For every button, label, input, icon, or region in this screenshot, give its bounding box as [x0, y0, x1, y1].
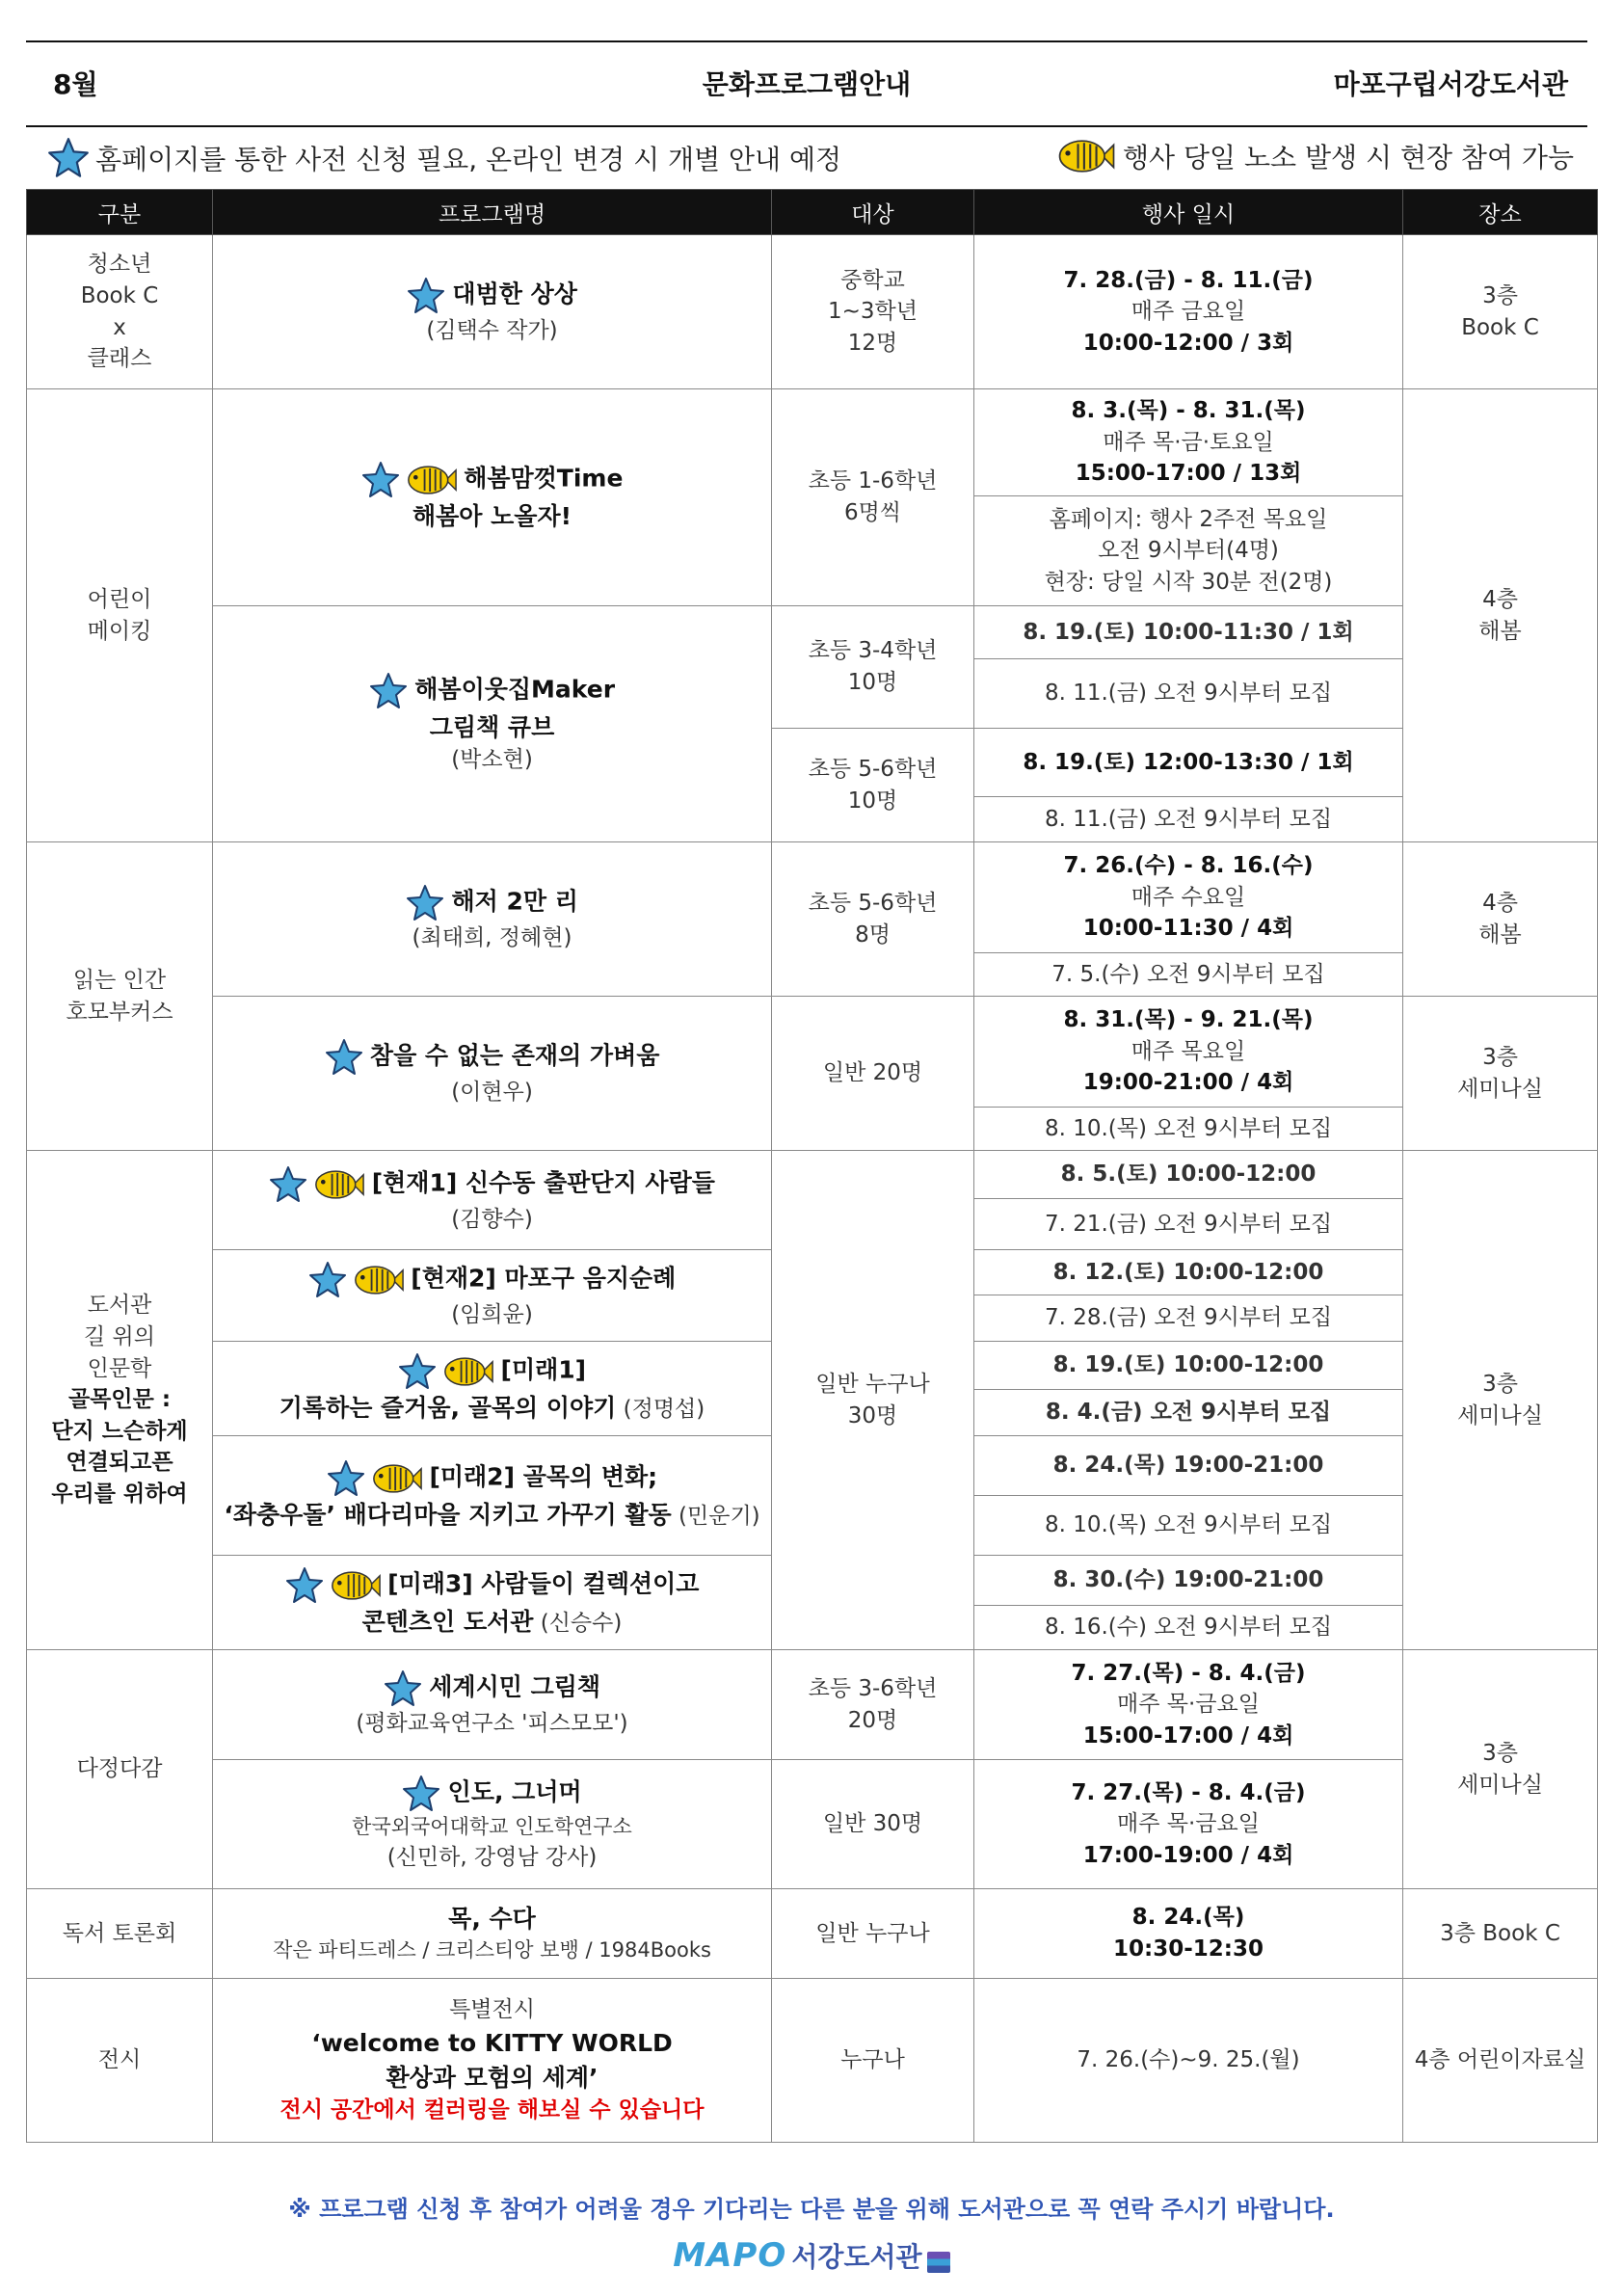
program-title: 환상과 모험의 세계’ — [386, 2063, 599, 2092]
fish-icon — [443, 1355, 493, 1388]
datetime-cell — [974, 1650, 1403, 1760]
col-header-place: 장소 — [1403, 190, 1598, 235]
target-cell: 누구나 — [772, 1979, 974, 2143]
recruit-line: 현장: 당일 시작 30분 전(2명) — [1044, 569, 1333, 595]
datetime-cell — [974, 729, 1403, 842]
program-title: 해봄아 노올자! — [412, 502, 572, 531]
program-cell — [213, 997, 772, 1151]
fish-icon — [407, 464, 457, 496]
program-cell — [213, 842, 772, 997]
weekdays: 매주 목·금요일 — [1117, 1692, 1260, 1718]
target-line: 8명 — [855, 921, 891, 948]
place-line: 해봄 — [1478, 618, 1522, 644]
fish-icon — [372, 1462, 422, 1495]
place-line: 3층 — [1482, 282, 1518, 308]
program-cell — [213, 1760, 772, 1889]
target-line: 30명 — [847, 1402, 898, 1428]
legend-star — [47, 137, 841, 179]
category-line: 청소년 — [87, 252, 152, 278]
program-cell — [213, 1436, 772, 1556]
library-name: 마포구립서강도서관 — [1333, 68, 1568, 100]
star-icon — [327, 1459, 365, 1498]
target-line: 6명씩 — [843, 500, 902, 525]
datetime-cell: 8. 19.(토) 10:00-12:00 — [974, 1342, 1403, 1390]
program-title: 목, 수다 — [448, 1905, 536, 1934]
target-line: 20명 — [847, 1707, 898, 1733]
date-range: 7. 28.(금) - 8. 11.(금) — [1063, 267, 1314, 293]
datetime-cell: 8. 5.(토) 10:00-12:00 — [974, 1151, 1403, 1199]
datetime-cell — [974, 997, 1403, 1108]
exhibit-label: 특별전시 — [449, 1997, 535, 2023]
table-row — [27, 842, 1598, 953]
star-icon — [308, 1261, 347, 1299]
program-title: 대범한 상상 — [452, 280, 577, 308]
place-cell — [1403, 1650, 1598, 1889]
star-icon — [369, 672, 408, 710]
program-cell — [213, 1151, 772, 1250]
place-cell — [1403, 997, 1598, 1151]
datetime-cell: 8. 30.(수) 19:00-21:00 — [974, 1556, 1403, 1606]
page-header — [26, 40, 1587, 127]
place-line: 4층 — [1482, 586, 1518, 612]
table-row — [27, 1979, 1598, 2143]
target-cell — [772, 235, 974, 389]
category-line: 도서관 — [87, 1293, 152, 1319]
legend-fish-text: 행사 당일 노소 발생 시 현장 참여 가능 — [1122, 142, 1574, 174]
program-cell — [213, 1250, 772, 1342]
col-header-target: 대상 — [772, 190, 974, 235]
datetime-cell — [974, 1760, 1403, 1889]
program-title: 해저 2만 리 — [451, 887, 578, 916]
recruit-line: 8. 11.(금) 오전 9시부터 모집 — [1044, 807, 1333, 832]
program-title: 기록하는 즐거움, 골목의 이야기 — [279, 1393, 617, 1422]
col-header-program: 프로그램명 — [213, 190, 772, 235]
target-line: 10명 — [847, 670, 898, 695]
star-icon — [384, 1669, 422, 1708]
place-line: 3층 — [1482, 1740, 1518, 1766]
star-icon — [47, 137, 90, 179]
datetime-cell: 8. 12.(토) 10:00-12:00 — [974, 1250, 1403, 1295]
program-instructor: (박소현) — [451, 747, 533, 773]
table-row — [27, 1650, 1598, 1760]
weekdays: 매주 수요일 — [1131, 884, 1246, 910]
program-instructor: (신민하, 강영남 강사) — [386, 1845, 598, 1871]
recruit-cell: 8. 10.(목) 오전 9시부터 모집 — [974, 1108, 1403, 1151]
place-line: 3층 — [1482, 1371, 1518, 1397]
place-line: 4층 — [1482, 890, 1518, 916]
program-cell — [213, 1889, 772, 1979]
recruit-cell — [974, 496, 1403, 606]
target-line: 초등 1-6학년 — [808, 468, 938, 494]
category-line: Book C — [80, 282, 159, 308]
category-cell: 다정다감 — [27, 1650, 213, 1889]
program-title: [미래1] — [500, 1355, 587, 1384]
category-line: 인문학 — [87, 1355, 152, 1381]
category-line: 길 위의 — [84, 1323, 155, 1349]
book-icon — [927, 2252, 950, 2273]
table-row — [27, 389, 1598, 496]
star-icon — [406, 884, 444, 922]
place-line: Book C — [1461, 314, 1539, 340]
target-line: 초등 3-6학년 — [808, 1675, 938, 1701]
legend — [26, 131, 1587, 185]
program-title: [현재2] 마포구 음지순례 — [411, 1264, 677, 1293]
time: 10:30-12:30 — [1113, 1936, 1264, 1962]
category-line: x — [113, 314, 126, 340]
target-cell — [772, 606, 974, 729]
program-title: 참을 수 없는 존재의 가벼움 — [369, 1041, 660, 1070]
table-row — [27, 606, 1598, 659]
program-title: 그림책 큐브 — [429, 712, 555, 741]
recruit-line: 오전 9시부터(4명) — [1098, 538, 1279, 564]
date-range: 7. 27.(목) - 8. 4.(금) — [1071, 1779, 1306, 1805]
program-cell — [213, 1342, 772, 1436]
recruit-cell: 7. 5.(수) 오전 9시부터 모집 — [974, 953, 1403, 997]
time-sessions: 15:00-17:00 / 4회 — [1082, 1722, 1294, 1749]
program-cell — [213, 1650, 772, 1760]
datetime-cell — [974, 389, 1403, 496]
target-cell: 일반 20명 — [772, 997, 974, 1151]
program-cell — [213, 235, 772, 389]
date-range: 7. 26.(수) - 8. 16.(수) — [1063, 853, 1314, 879]
target-line: 일반 누구나 — [815, 1371, 930, 1397]
table-row — [27, 235, 1598, 389]
target-cell: 일반 30명 — [772, 1760, 974, 1889]
place-line: 해봄 — [1478, 921, 1522, 948]
place-line: 세미나실 — [1457, 1402, 1543, 1428]
star-icon — [269, 1165, 307, 1204]
target-cell — [772, 729, 974, 842]
program-cell — [213, 389, 772, 606]
recruit-cell: 7. 21.(금) 오전 9시부터 모집 — [974, 1199, 1403, 1250]
time-sessions: 10:00-12:00 / 3회 — [1082, 330, 1294, 356]
page-title: 문화프로그램안내 — [702, 68, 912, 100]
time-sessions: 17:00-19:00 / 4회 — [1082, 1842, 1294, 1868]
category-line: 우리를 위하여 — [51, 1482, 188, 1508]
category-line: 메이킹 — [87, 618, 152, 644]
table-header-row — [27, 190, 1598, 235]
place-line: 세미나실 — [1457, 1772, 1543, 1798]
category-line: 읽는 인간 — [72, 967, 167, 993]
star-icon — [285, 1566, 324, 1605]
logo-mapo: MAPO — [673, 2236, 787, 2275]
place-cell — [1403, 842, 1598, 997]
table-row — [27, 1151, 1598, 1199]
target-line: 초등 5-6학년 — [808, 890, 938, 916]
target-cell: 일반 누구나 — [772, 1889, 974, 1979]
time-sessions: 10:00-11:30 / 4회 — [1082, 916, 1294, 942]
star-icon — [398, 1352, 437, 1391]
program-instructor: (정명섭) — [623, 1396, 705, 1422]
program-instructor: (평화교육연구소 '피스모모') — [356, 1711, 628, 1737]
program-cell — [213, 1979, 772, 2143]
category-cell — [27, 1151, 213, 1650]
exhibit-notice: 전시 공간에서 컬러링을 해보실 수 있습니다 — [279, 2097, 705, 2122]
category-line: 단지 느슨하게 — [51, 1418, 188, 1444]
program-cell — [213, 1556, 772, 1650]
fish-icon — [354, 1264, 404, 1296]
program-instructor: (이현우) — [451, 1080, 533, 1106]
program-instructor: (김택수 작가) — [426, 318, 558, 344]
table-row — [27, 997, 1598, 1108]
target-cell — [772, 389, 974, 606]
target-cell — [772, 842, 974, 997]
recruit-line: 홈페이지: 행사 2주전 목요일 — [1049, 506, 1328, 532]
place-line: 3층 — [1482, 1044, 1518, 1070]
program-table — [26, 189, 1598, 2143]
program-title: 인도, 그너머 — [447, 1777, 582, 1806]
category-line: 클래스 — [87, 346, 152, 372]
program-instructor: (민운기) — [678, 1503, 760, 1529]
star-icon — [407, 277, 445, 315]
target-line: 중학교 — [840, 267, 905, 293]
category-line: 연결되고픈 — [66, 1450, 173, 1476]
program-instructor: (임희윤) — [451, 1301, 533, 1327]
date-range: 8. 31.(목) - 9. 21.(목) — [1063, 1007, 1314, 1033]
weekdays: 매주 목요일 — [1131, 1038, 1246, 1064]
weekdays: 매주 목·금요일 — [1117, 1811, 1260, 1837]
star-icon — [361, 461, 400, 499]
category-line: 어린이 — [87, 586, 152, 612]
program-books: 작은 파티드레스 / 크리스티앙 보뱅 / 1984Books — [273, 1937, 711, 1962]
month-label: 8월 — [53, 68, 98, 100]
datetime-cell — [974, 842, 1403, 953]
category-cell: 전시 — [27, 1979, 213, 2143]
col-header-category: 구분 — [27, 190, 213, 235]
place-cell — [1403, 235, 1598, 389]
category-line: 골목인문 : — [67, 1387, 172, 1413]
program-title: [미래3] 사람들이 컬렉션이고 — [387, 1569, 700, 1598]
place-cell — [1403, 1151, 1598, 1650]
program-instructor: (최태희, 정혜현) — [412, 925, 572, 951]
program-organization: 한국외국어대학교 인도학연구소 — [352, 1815, 632, 1839]
target-line: 10명 — [847, 788, 898, 814]
legend-fish — [1057, 137, 1574, 175]
recruit-cell: 8. 10.(목) 오전 9시부터 모집 — [974, 1496, 1403, 1556]
program-title: ‘welcome to KITTY WORLD — [311, 2029, 673, 2057]
program-title: [현재1] 신수동 출판단지 사람들 — [371, 1168, 715, 1197]
datetime-cell: 8. 19.(토) 10:00-11:30 / 1회 — [974, 606, 1403, 659]
datetime-cell: 7. 26.(수)~9. 25.(월) — [974, 1979, 1403, 2143]
target-line: 12명 — [847, 330, 898, 356]
col-header-datetime: 행사 일시 — [974, 190, 1403, 235]
time-sessions: 8. 19.(토) 12:00-13:30 / 1회 — [974, 729, 1402, 797]
fish-icon — [1057, 138, 1115, 174]
weekdays: 매주 금요일 — [1131, 299, 1246, 325]
time-sessions: 19:00-21:00 / 4회 — [1082, 1070, 1294, 1096]
target-cell — [772, 1650, 974, 1760]
category-cell: 독서 토론회 — [27, 1889, 213, 1979]
program-title: 해봄맘껏Time — [464, 464, 624, 493]
category-line: 호모부커스 — [66, 999, 173, 1025]
target-line: 1~3학년 — [828, 299, 918, 325]
program-title: 콘텐츠인 도서관 — [361, 1607, 534, 1636]
footer-note: ※ 프로그램 신청 후 참여가 어려울 경우 기다리는 다른 분을 위해 도서관으로 꼭 연락 주시기 바랍니다. — [288, 2196, 1335, 2223]
place-cell — [1403, 389, 1598, 842]
date: 8. 24.(목) — [1131, 1905, 1245, 1931]
time-sessions: 15:00-17:00 / 13회 — [1075, 461, 1302, 487]
table-row — [27, 1760, 1598, 1889]
logo-library: 서강도서관 — [791, 2241, 922, 2273]
star-icon — [402, 1775, 440, 1813]
recruit-cell: 8. 11.(금) 오전 9시부터 모집 — [974, 659, 1403, 729]
datetime-cell — [974, 235, 1403, 389]
datetime-cell: 8. 24.(목) 19:00-21:00 — [974, 1436, 1403, 1496]
recruit-cell: 8. 4.(금) 오전 9시부터 모집 — [974, 1390, 1403, 1436]
program-title: ‘좌충우돌’ 배다리마을 지키고 가꾸기 활동 — [224, 1500, 672, 1529]
category-cell — [27, 842, 213, 1151]
target-line: 초등 3-4학년 — [808, 638, 938, 664]
program-cell — [213, 606, 772, 842]
datetime-cell — [974, 1889, 1403, 1979]
fish-icon — [314, 1168, 364, 1201]
program-title: 세계시민 그림책 — [429, 1672, 601, 1701]
fish-icon — [331, 1569, 381, 1602]
program-title: [미래2] 골목의 변화; — [429, 1462, 658, 1491]
recruit-cell: 7. 28.(금) 오전 9시부터 모집 — [974, 1295, 1403, 1342]
library-logo — [0, 2236, 1623, 2275]
target-line: 초등 5-6학년 — [808, 756, 938, 782]
place-cell: 4층 어린이자료실 — [1403, 1979, 1598, 2143]
date-range: 8. 3.(목) - 8. 31.(목) — [1071, 398, 1306, 424]
program-title: 해봄이웃집Maker — [414, 675, 616, 704]
legend-star-text: 홈페이지를 통한 사전 신청 필요, 온라인 변경 시 개별 안내 예정 — [95, 144, 842, 175]
program-instructor: (김향수) — [451, 1206, 533, 1232]
recruit-cell: 8. 16.(수) 오전 9시부터 모집 — [974, 1606, 1403, 1650]
category-cell — [27, 235, 213, 389]
date-range: 7. 27.(목) - 8. 4.(금) — [1071, 1660, 1306, 1686]
program-instructor: (신승수) — [540, 1610, 623, 1636]
category-cell — [27, 389, 213, 842]
target-cell — [772, 1151, 974, 1650]
place-cell: 3층 Book C — [1403, 1889, 1598, 1979]
star-icon — [325, 1038, 363, 1077]
weekdays: 매주 목·금·토요일 — [1103, 429, 1274, 455]
place-line: 세미나실 — [1457, 1076, 1543, 1102]
table-row — [27, 1889, 1598, 1979]
